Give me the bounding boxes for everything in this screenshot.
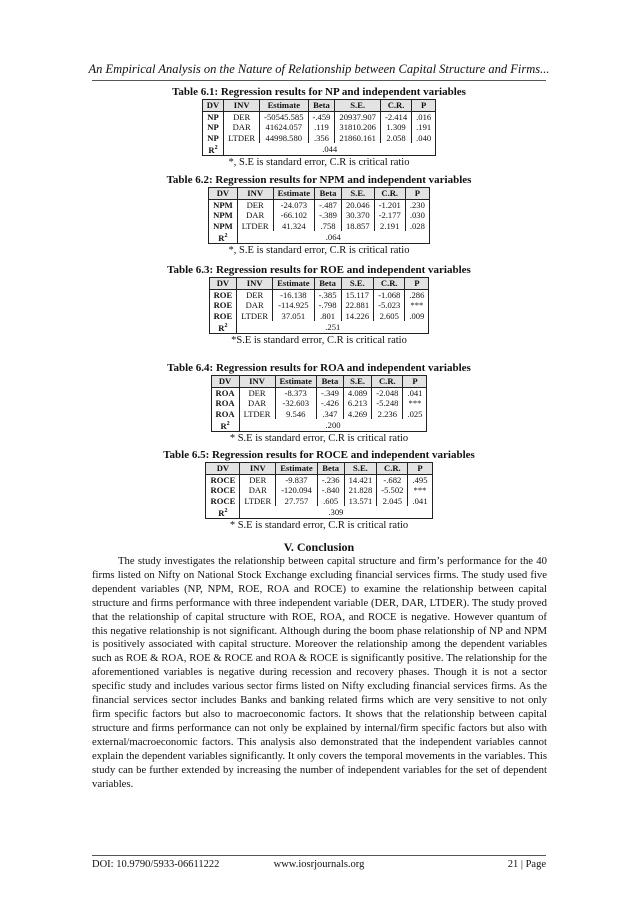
table-cell: DER [237,199,273,210]
column-header: P [412,100,436,112]
footer-doi: DOI: 10.9790/5933-06611222 [92,859,220,870]
table-cell: -5.502 [377,485,408,496]
table-caption: Table 6.5: Regression results for ROCE and independent variables [163,449,475,461]
table-caption: Table 6.2: Regression results for NPM and independent variables [166,174,472,186]
regression-table [202,99,436,156]
table-cell: LTDER [224,133,260,144]
table-cell: -2.177 [374,210,405,221]
column-header: C.R. [372,376,403,388]
r-squared-value: .200 [239,419,427,432]
column-header: DV [206,463,240,475]
column-header: C.R. [374,278,405,290]
table-row [211,398,427,409]
table-cell: -.459 [308,111,335,122]
table-cell: NPM [209,221,238,232]
table-cell: -114.925 [273,300,314,311]
table-row [211,387,427,398]
column-header: Estimate [260,100,308,112]
table-cell: *** [408,485,432,496]
table-cell: -2.048 [372,387,403,398]
column-header: Estimate [276,463,317,475]
table-cell: 2.045 [377,496,408,507]
table-cell: -9.837 [276,474,317,485]
table-cell: .230 [405,199,429,210]
table-note: *S.E is standard error, C.R is critical ratio [231,335,407,347]
table-cell: 44998.580 [260,133,308,144]
footer-rule [92,855,546,856]
table-cell: .605 [317,496,344,507]
table-cell: ROCE [206,474,240,485]
table-header-row [209,278,429,290]
table-cell: 20.046 [341,199,374,210]
table-cell: 13.571 [344,496,377,507]
r-squared-value: .251 [237,321,429,334]
table-cell: 37.051 [273,311,314,322]
r-squared-label [206,506,240,519]
table-cell: ROA [211,398,239,409]
r-squared-row [206,506,432,519]
column-header: S.E. [341,278,374,290]
table-caption: Table 6.1: Regression results for NP and independent variables [172,86,466,98]
table-cell: 1.309 [380,122,411,133]
r-squared-exponent: 2 [224,323,228,329]
table-header-row [206,463,432,475]
table-cell: 2.058 [380,133,411,144]
table-cell: ROA [211,409,239,420]
table-cell: .025 [403,409,427,420]
table-cell: -.426 [316,398,343,409]
table-cell: NPM [209,210,238,221]
table-cell: ROA [211,387,239,398]
table-cell: 21860.161 [335,133,381,144]
table-cell: ROE [209,311,237,322]
r-squared-exponent: 2 [214,145,218,151]
r-squared-symbol: R [218,322,225,333]
table-cell: NP [202,111,223,122]
table-cell: NPM [209,199,238,210]
table-cell: ROE [209,289,237,300]
column-header: INV [239,376,275,388]
table-cell: .347 [316,409,343,420]
table-cell: ROCE [206,496,240,507]
table-cell: DAR [224,122,260,133]
table-cell: -24.073 [273,199,314,210]
table-cell: 4.089 [343,387,371,398]
r-squared-row [209,321,429,334]
table-cell: -.487 [315,199,342,210]
column-header: Beta [316,376,343,388]
column-header: DV [211,376,239,388]
table-header-row [202,100,435,112]
table-cell: -5.023 [374,300,405,311]
table-cell: DER [237,289,273,300]
table-cell: -1.201 [374,199,405,210]
table-cell: 21.828 [344,485,377,496]
column-header: C.R. [377,463,408,475]
table-cell: LTDER [239,409,275,420]
r-squared-row [209,231,430,244]
table-cell: .041 [408,496,432,507]
table-row [202,111,435,122]
table-row [202,133,435,144]
table-cell: 2.191 [374,221,405,232]
r-squared-label [209,321,237,334]
table-cell: NP [202,122,223,133]
table-cell: .356 [308,133,335,144]
table-cell: .030 [405,210,429,221]
r-squared-symbol: R [218,232,225,243]
table-cell: -120.094 [276,485,317,496]
table-cell: 27.757 [276,496,317,507]
table-cell: -.385 [314,289,341,300]
footer-page-number: 21 | Page [507,859,546,870]
table-note: *, S.E is standard error, C.R is critical ratio [228,245,410,257]
table-note: * S.E is standard error, C.R is critical ratio [229,520,409,532]
table-cell: .758 [315,221,342,232]
column-header: Estimate [273,278,314,290]
table-cell: 22.881 [341,300,374,311]
table-cell: .028 [405,221,429,232]
table-cell: -.236 [317,474,344,485]
conclusion-paragraph: The study investigates the relationship between capital structure and firm’s performance for the 40 firms listed on Nifty on National Stock Exchange excluding financial services firms. The study used five dependent variables (NP, NPM, ROE, ROA and ROCE) to examine the relationship between capital structure and firms performance with three independent variable (DER, DAR, LTDER). The study proved that the relationship of capital structure with ROE, ROA, and ROCE is negative. However quantum of this negative relationship is not significant. Although during the boom phase relationship of NP and NPM is positively associated with capital structure. Moreover the relationship among the dependent variables such as ROE & ROA, ROE & ROCE and ROA & ROCE is significantly positive. The relationship for the aforementioned variables is negative during recession and recovery phases. Though it is not a sector specific study and includes various sector firms listed on Nifty excluding financial services firms. As the financial services sector includes Banks and banking related firms which are very sensitive to not only firm specific factors but also to macroeconomic factors. It shows that the relationship between capital structure and firms performance can not only be explained by internal/firm specific factors but also with external/macroeconomic factors. This analysis also demonstrated that the independent variables cannot explain the dependent variables significantly. It only covers the temporal movements in the variables. This study can be further extended by increasing the number of independent variables for the set of dependent variables. [92,555,547,790]
table-header-row [209,188,430,200]
table-cell: .041 [403,387,427,398]
table-cell: 30.370 [341,210,374,221]
table-cell: 41624.057 [260,122,308,133]
table-cell: -5.248 [372,398,403,409]
regression-table [211,375,428,432]
table-cell: 4.269 [343,409,371,420]
table-caption: Table 6.4: Regression results for ROA and independent variables [167,362,471,374]
column-header: S.E. [335,100,381,112]
table-cell: 2.605 [374,311,405,322]
column-header: P [408,463,432,475]
column-header: P [403,376,427,388]
table-cell: 9.546 [275,409,316,420]
column-header: INV [237,188,273,200]
column-header: Beta [314,278,341,290]
table-6-3-block [0,264,638,347]
r-squared-label [211,419,239,432]
table-cell: DER [239,387,275,398]
r-squared-exponent: 2 [224,508,228,514]
column-header: INV [237,278,273,290]
table-cell: 2.236 [372,409,403,420]
table-row [209,311,429,322]
table-row [206,485,432,496]
table-cell: -2.414 [380,111,411,122]
r-squared-symbol: R [220,420,227,431]
column-header: DV [209,278,237,290]
table-cell: .286 [405,289,429,300]
table-cell: LTDER [240,496,276,507]
table-row [209,300,429,311]
table-cell: DAR [237,210,273,221]
table-cell: -.682 [377,474,408,485]
column-header: DV [202,100,223,112]
table-row [209,199,430,210]
table-cell: -50545.585 [260,111,308,122]
r-squared-value: .044 [224,143,436,156]
table-cell: .009 [405,311,429,322]
footer-website-link[interactable]: www.iosrjournals.org [273,859,365,870]
table-cell: *** [405,300,429,311]
table-cell: LTDER [237,311,273,322]
table-cell: -.349 [316,387,343,398]
header-rule [92,80,546,81]
table-row [211,409,427,420]
table-cell: DER [224,111,260,122]
table-cell: 6.213 [343,398,371,409]
table-cell: 41.324 [273,221,314,232]
table-cell: .016 [412,111,436,122]
regression-table [208,187,430,244]
table-cell: 14.421 [344,474,377,485]
table-cell: DER [240,474,276,485]
column-header: P [405,278,429,290]
table-row [209,289,429,300]
table-cell: 20937.907 [335,111,381,122]
table-cell: -32.603 [275,398,316,409]
table-cell: DAR [237,300,273,311]
column-header: P [405,188,429,200]
table-cell: -66.102 [273,210,314,221]
regression-table [205,462,432,519]
table-cell: 15.117 [341,289,374,300]
table-cell: DAR [239,398,275,409]
table-6-1-block [0,86,638,169]
r-squared-label [202,143,223,156]
table-cell: -16.138 [273,289,314,300]
table-cell: .119 [308,122,335,133]
column-header: Beta [317,463,344,475]
table-cell: .191 [412,122,436,133]
table-note: *, S.E is standard error, C.R is critical ratio [228,157,410,169]
table-row [202,122,435,133]
r-squared-exponent: 2 [226,421,230,427]
table-row [209,221,430,232]
column-header: Estimate [273,188,314,200]
r-squared-label [209,231,238,244]
table-6-4-block [0,362,638,445]
table-row [209,210,430,221]
column-header: Beta [308,100,335,112]
column-header: INV [240,463,276,475]
column-header: INV [224,100,260,112]
table-6-5-block [0,449,638,532]
column-header: C.R. [374,188,405,200]
table-cell: ROE [209,300,237,311]
table-cell: ROCE [206,485,240,496]
table-cell: 18.857 [341,221,374,232]
table-6-2-block [0,174,638,257]
column-header: C.R. [380,100,411,112]
r-squared-row [211,419,427,432]
column-header: Beta [315,188,342,200]
column-header: DV [209,188,238,200]
table-cell: -8.373 [275,387,316,398]
table-cell: 14.226 [341,311,374,322]
table-cell: -1.068 [374,289,405,300]
table-cell: LTDER [237,221,273,232]
table-cell: -.840 [317,485,344,496]
column-header: Estimate [275,376,316,388]
column-header: S.E. [344,463,377,475]
table-cell: -.389 [315,210,342,221]
table-cell: NP [202,133,223,144]
table-row [206,496,432,507]
column-header: S.E. [341,188,374,200]
table-cell: DAR [240,485,276,496]
table-caption: Table 6.3: Regression results for ROE and independent variables [167,264,471,276]
table-cell: .801 [314,311,341,322]
table-cell: .040 [412,133,436,144]
running-header: An Empirical Analysis on the Nature of Relationship between Capital Structure and Firms... [88,62,550,76]
table-cell: .495 [408,474,432,485]
r-squared-symbol: R [208,144,215,155]
table-note: * S.E is standard error, C.R is critical ratio [229,433,409,445]
regression-table [209,277,430,334]
r-squared-symbol: R [218,507,225,518]
table-header-row [211,376,427,388]
r-squared-row [202,143,435,156]
table-row [206,474,432,485]
r-squared-value: .309 [240,506,432,519]
table-cell: *** [403,398,427,409]
section-heading-conclusion: V. Conclusion [283,540,355,554]
table-cell: -.798 [314,300,341,311]
column-header: S.E. [343,376,371,388]
table-cell: 31810.206 [335,122,381,133]
r-squared-value: .064 [237,231,429,244]
r-squared-exponent: 2 [224,233,228,239]
